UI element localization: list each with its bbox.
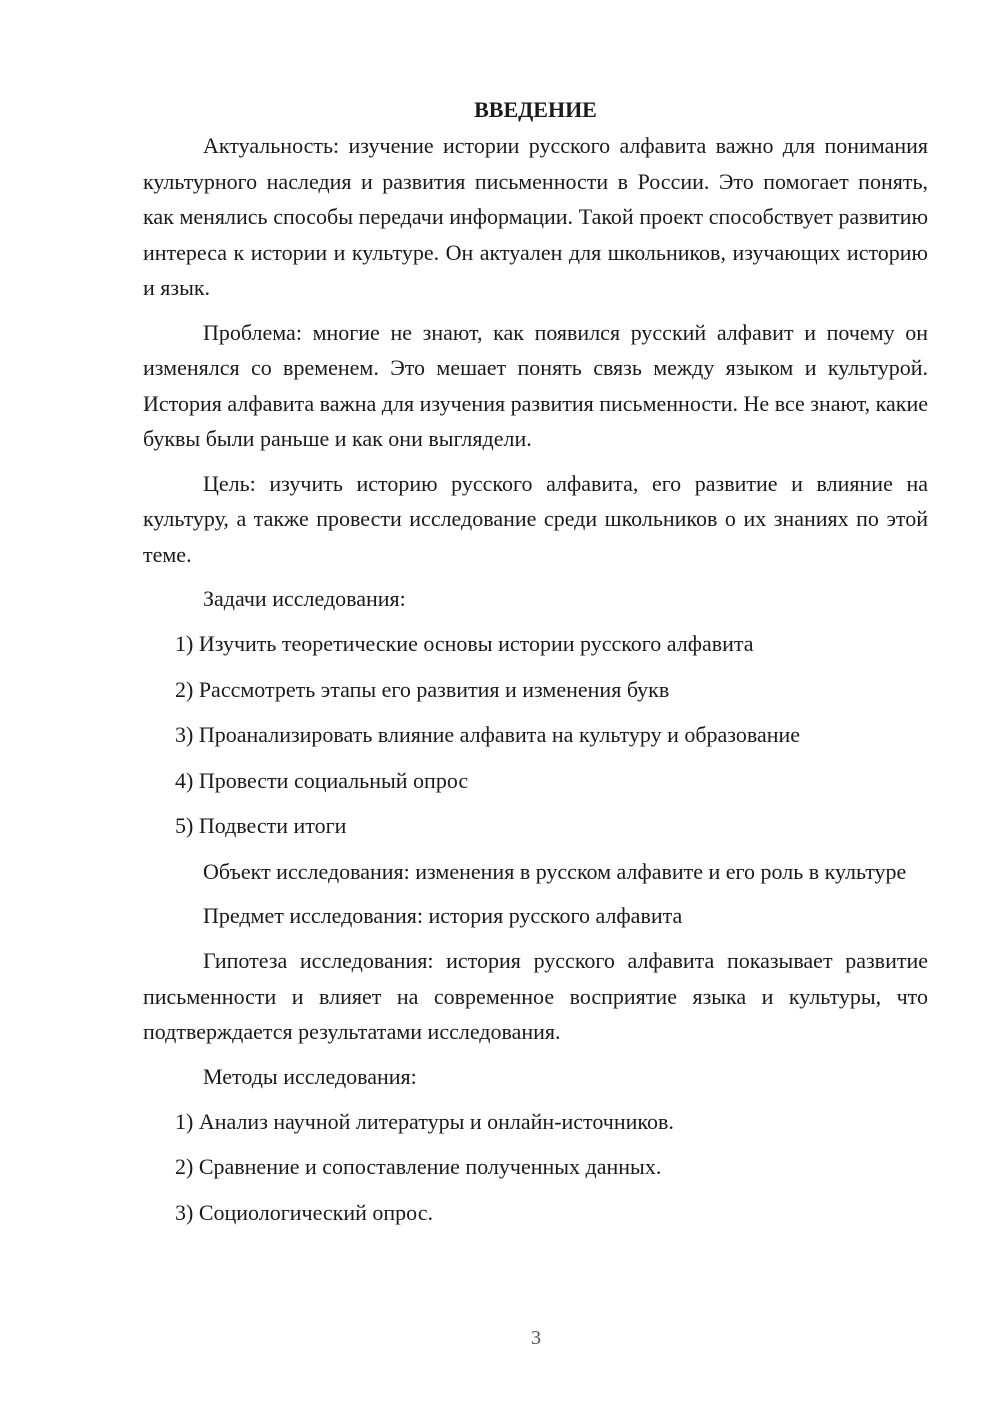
list-item: 4) Провести социальный опрос [175,767,469,793]
document-page [143,92,928,1240]
list-item: 1) Изучить теоретические основы истории русского алфавита [175,631,754,656]
list-item: 3) Социологический опрос. [175,1199,433,1225]
methods-list [143,1104,928,1231]
list-item: 5) Подвести итоги [175,813,347,838]
list-item: 1) Анализ научной литературы и онлайн-источников. [175,1108,674,1134]
relevance-paragraph: Актуальность: изучение истории русского алфавита важно для понимания культурного наследия и развития письменности в России. Это помогает понять, как менялись способы передачи информации. Такой проект способствует развитию интереса к истории и культуре. Он актуален для школьников, изучающих историю и язык. [143,133,928,300]
tasks-heading: Задачи исследования: [203,586,406,611]
list-item: 3) Проанализировать влияние алфавита на культуру и образование [175,722,801,747]
hypothesis-paragraph: Гипотеза исследования: история русского алфавита показывает развитие письменности и влияет на современное восприятие языка и культуры, что подтверждается результатами исследования. [143,948,928,1044]
methods-heading: Методы исследования: [203,1063,417,1089]
page-number: 3 [531,1327,541,1349]
list-item: 2) Сравнение и сопоставление полученных данных. [175,1154,662,1179]
tasks-list [143,626,928,844]
subject-line: Предмет исследования: история русского алфавита [203,903,683,928]
list-item: 2) Рассмотреть этапы его развития и изменения букв [175,676,670,702]
goal-paragraph: Цель: изучить историю русского алфавита, его развитие и влияние на культуру, а также провести исследование среди школьников о их знаниях по этой теме. [143,470,928,567]
page-title: ВВЕДЕНИЕ [474,97,597,122]
problem-paragraph: Проблема: многие не знают, как появился русский алфавит и почему он изменялся со временем. Это мешает понять связь между языком и культурой. История алфавита важна для изучения развития письменности. Не все знают, какие буквы были раньше и как они выглядели. [143,319,928,451]
object-paragraph: Объект исследования: изменения в русском алфавите и его роль в культуре [203,858,907,884]
